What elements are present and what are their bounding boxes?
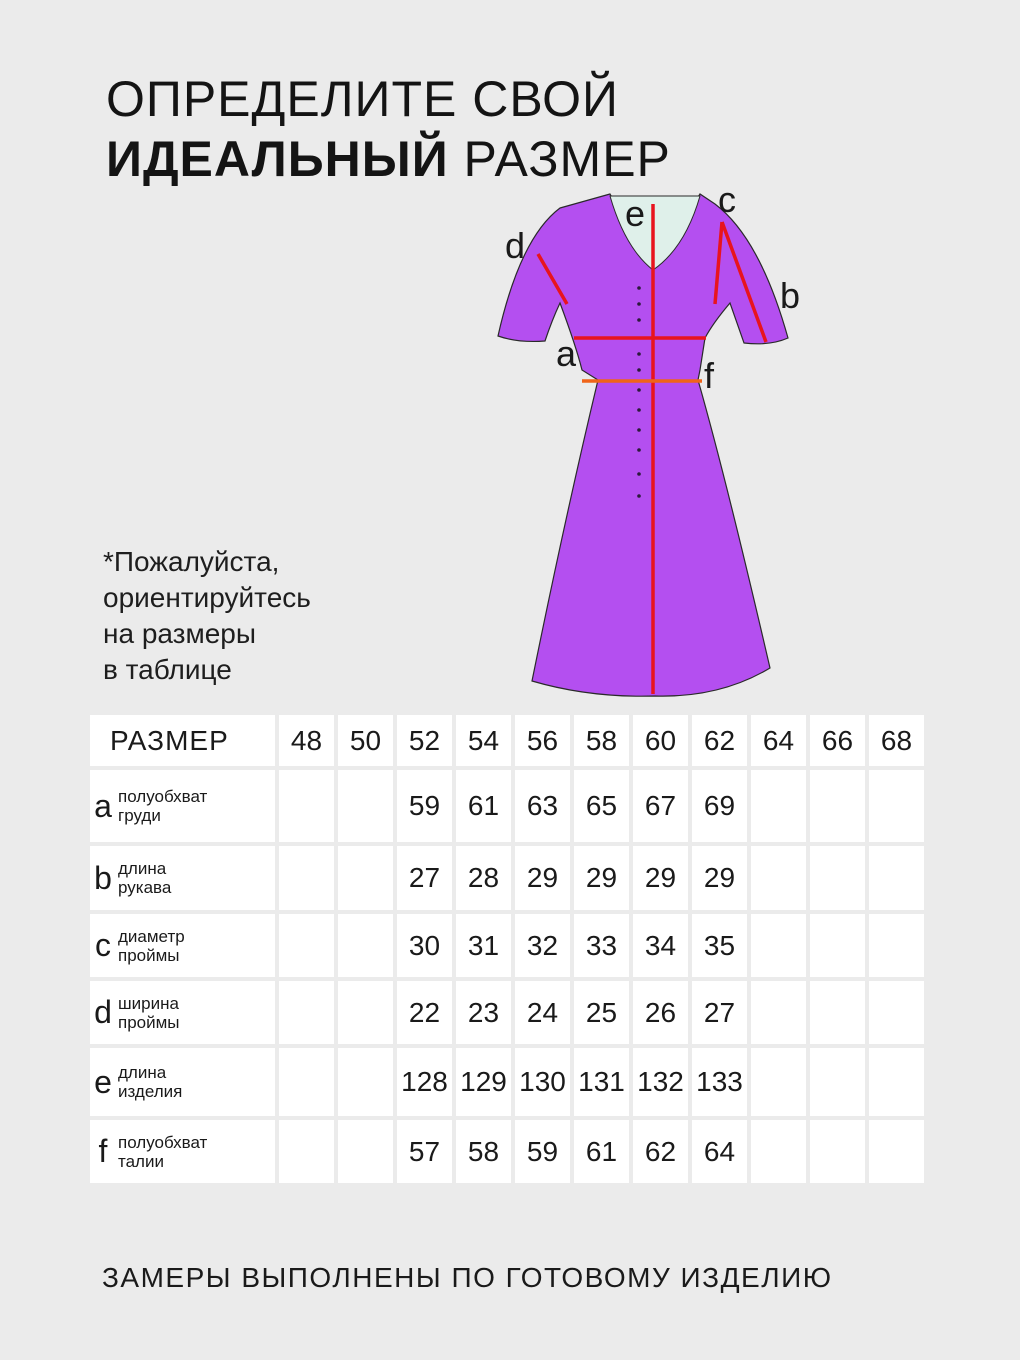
size-header: 62 [692, 715, 747, 766]
label-c: c [718, 179, 736, 220]
row-description-line: полуобхват [118, 1132, 208, 1152]
note-line: *Пожалуйста, [103, 546, 280, 577]
row-description [118, 994, 180, 1032]
table-cell: 69 [692, 770, 747, 842]
table-cell: 133 [692, 1048, 747, 1116]
note-line: на размеры [103, 618, 257, 649]
table-cell: 65 [574, 770, 629, 842]
table-cell [869, 770, 924, 842]
table-cell: 27 [692, 981, 747, 1044]
table-cell [751, 1120, 806, 1183]
table-cell [338, 770, 393, 842]
table-cell: 59 [515, 1120, 570, 1183]
footer-note: ЗАМЕРЫ ВЫПОЛНЕНЫ ПО ГОТОВОМУ ИЗДЕЛИЮ [102, 1262, 833, 1293]
row-description-line: груди [118, 806, 161, 825]
table-cell: 132 [633, 1048, 688, 1116]
label-b: b [780, 275, 801, 316]
size-table [86, 711, 928, 1187]
button-dot [637, 472, 641, 476]
row-label [90, 981, 275, 1044]
size-header: 56 [515, 715, 570, 766]
table-cell: 130 [515, 1048, 570, 1116]
table-cell: 29 [515, 846, 570, 910]
row-letter: d [94, 994, 112, 1030]
label-f: f [704, 355, 715, 396]
table-cell: 23 [456, 981, 511, 1044]
row-description-line: талии [118, 1151, 164, 1171]
table-cell: 129 [456, 1048, 511, 1116]
table-cell: 63 [515, 770, 570, 842]
table-cell [279, 846, 334, 910]
table-cell [338, 981, 393, 1044]
size-header: 52 [397, 715, 452, 766]
note-line: в таблице [103, 654, 232, 685]
table-cell [869, 1120, 924, 1183]
table-cell: 27 [397, 846, 452, 910]
table-cell: 61 [574, 1120, 629, 1183]
table-cell: 34 [633, 914, 688, 977]
table-cell: 35 [692, 914, 747, 977]
row-label [90, 846, 275, 910]
size-note [103, 544, 311, 688]
table-cell [810, 1120, 865, 1183]
table-cell: 131 [574, 1048, 629, 1116]
size-header: 48 [279, 715, 334, 766]
table-cell: 30 [397, 914, 452, 977]
row-letter: f [98, 1133, 108, 1169]
table-cell: 62 [633, 1120, 688, 1183]
table-row [90, 1120, 924, 1183]
row-description-line: полуобхват [118, 787, 208, 806]
label-d: d [505, 225, 526, 266]
table-cell [869, 1048, 924, 1116]
label-a: a [556, 333, 577, 374]
row-label [90, 770, 275, 842]
table-header-row [90, 715, 924, 766]
table-cell [279, 770, 334, 842]
table-cell: 33 [574, 914, 629, 977]
table-cell [751, 981, 806, 1044]
row-letter: a [94, 787, 112, 824]
table-cell [751, 1048, 806, 1116]
row-description [118, 927, 185, 965]
table-row [90, 770, 924, 842]
table-cell: 58 [456, 1120, 511, 1183]
row-description-line: длина [118, 859, 167, 878]
note-line: ориентируйтесь [103, 582, 311, 613]
table-body [90, 770, 924, 1183]
page-title [106, 71, 671, 187]
table-cell: 31 [456, 914, 511, 977]
size-header: 66 [810, 715, 865, 766]
button-dot [637, 302, 641, 306]
table-cell [869, 914, 924, 977]
button-dot [637, 368, 641, 372]
row-description-line: диаметр [118, 926, 185, 946]
title-rest: РАЗМЕР [448, 131, 671, 187]
table-cell [810, 981, 865, 1044]
size-header: 68 [869, 715, 924, 766]
header-label: РАЗМЕР [90, 715, 275, 766]
table-cell: 67 [633, 770, 688, 842]
button-dot [637, 388, 641, 392]
table-cell [810, 770, 865, 842]
table-cell [338, 1120, 393, 1183]
button-dot [637, 352, 641, 356]
row-description-line: длина [118, 1063, 167, 1082]
title-line-1: ОПРЕДЕЛИТЕ СВОЙ [106, 71, 619, 127]
table-cell: 22 [397, 981, 452, 1044]
table-cell [338, 846, 393, 910]
row-letter: b [94, 859, 112, 896]
table-row [90, 981, 924, 1044]
row-description [118, 787, 207, 825]
button-dot [637, 408, 641, 412]
label-e: e [625, 193, 646, 234]
row-description [118, 859, 171, 897]
size-header: 60 [633, 715, 688, 766]
table-cell [810, 914, 865, 977]
dress-illustration [498, 194, 788, 696]
table-cell [279, 914, 334, 977]
table-cell: 29 [574, 846, 629, 910]
row-description-line: ширина [118, 993, 179, 1013]
table-cell: 24 [515, 981, 570, 1044]
table-cell: 26 [633, 981, 688, 1044]
table-cell: 64 [692, 1120, 747, 1183]
row-letter: e [94, 1063, 112, 1100]
table-cell: 59 [397, 770, 452, 842]
size-header: 58 [574, 715, 629, 766]
table-cell: 25 [574, 981, 629, 1044]
table-cell [869, 981, 924, 1044]
table-cell [810, 846, 865, 910]
row-description-line: рукава [118, 878, 172, 897]
button-dot [637, 448, 641, 452]
table-cell [751, 914, 806, 977]
row-description-line: изделия [118, 1082, 183, 1101]
table-cell [338, 1048, 393, 1116]
table-cell: 29 [692, 846, 747, 910]
row-description-line: проймы [118, 1012, 180, 1032]
table-cell: 128 [397, 1048, 452, 1116]
button-dot [637, 318, 641, 322]
button-dot [637, 494, 641, 498]
title-line-2 [106, 131, 671, 187]
title-bold-word: ИДЕАЛЬНЫЙ [106, 131, 449, 187]
dress-measurement-diagram [490, 178, 820, 703]
table-cell [751, 846, 806, 910]
size-header: 64 [751, 715, 806, 766]
row-letter: c [95, 927, 111, 963]
table-cell [751, 770, 806, 842]
button-dot [637, 428, 641, 432]
button-dot [637, 286, 641, 290]
table-cell [279, 1120, 334, 1183]
size-header: 50 [338, 715, 393, 766]
table-cell [869, 846, 924, 910]
table-cell [279, 981, 334, 1044]
table-cell: 29 [633, 846, 688, 910]
table-cell: 61 [456, 770, 511, 842]
row-label [90, 1120, 275, 1183]
row-label [90, 914, 275, 977]
row-description [118, 1063, 182, 1101]
table-cell [338, 914, 393, 977]
table-row [90, 914, 924, 977]
table-cell [279, 1048, 334, 1116]
table-cell: 57 [397, 1120, 452, 1183]
table-row [90, 846, 924, 910]
size-header: 54 [456, 715, 511, 766]
table-cell: 32 [515, 914, 570, 977]
row-label [90, 1048, 275, 1116]
table-cell: 28 [456, 846, 511, 910]
row-description [118, 1133, 207, 1171]
table-row [90, 1048, 924, 1116]
row-description-line: проймы [118, 945, 180, 965]
table-cell [810, 1048, 865, 1116]
